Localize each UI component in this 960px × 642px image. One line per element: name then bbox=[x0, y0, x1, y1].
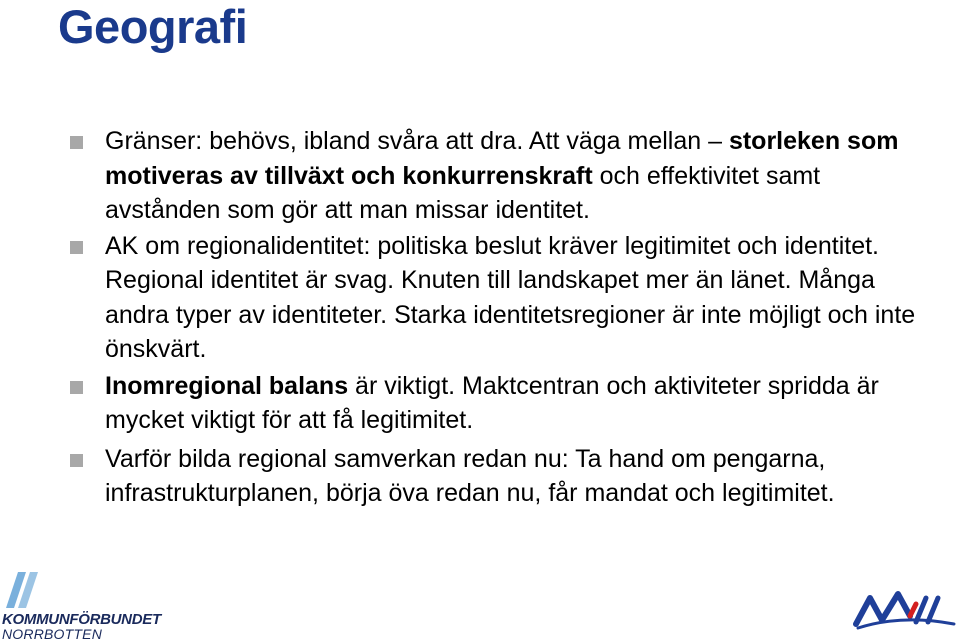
bullet-text-bold: storleken som motiveras av tillväxt och konkurrenskraft bbox=[105, 127, 899, 190]
logo-text-line2: NORRBOTTEN bbox=[2, 626, 102, 642]
stripes-logo-icon bbox=[4, 570, 44, 610]
square-bullet-icon bbox=[70, 454, 83, 467]
square-bullet-icon bbox=[70, 136, 83, 149]
logo-text-line1: KOMMUNFÖRBUNDET bbox=[2, 611, 161, 628]
bullet-text-post: och effektivitet samt avstånden som gör att man missar identitet. bbox=[105, 161, 821, 224]
norrbotten-logo-icon bbox=[852, 584, 958, 632]
bullet-item bbox=[70, 124, 920, 228]
kommunforbundet-logo bbox=[0, 570, 180, 641]
bullet-item bbox=[70, 369, 920, 438]
slide-title: Geografi bbox=[58, 0, 248, 53]
bullet-text-pre: Gränser: behövs, ibland svåra att dra. Att väga mellan – bbox=[105, 127, 729, 155]
bullet-text-bold: Inomregional balans bbox=[105, 371, 349, 400]
bullet-text-pre: AK om regionalidentitet: politiska beslut kräver legitimitet och identitet. Regional identitet är svag. Knuten till landskapet mer än länet. Många andra typer av identiteter. Starka identitetsregioner är inte möjligt och inte önskvärt. bbox=[105, 231, 916, 363]
bullet-list bbox=[70, 124, 920, 511]
bullet-text-pre: Varför bilda regional samverkan redan nu: Ta hand om pengarna, infrastrukturplanen, börja öva redan nu, får mandat och legitimitet. bbox=[105, 444, 835, 507]
bullet-text-post: är viktigt. Maktcentran och aktiviteter spridda är mycket viktigt för att få legitimitet. bbox=[105, 371, 879, 434]
square-bullet-icon bbox=[70, 381, 83, 394]
square-bullet-icon bbox=[70, 241, 83, 254]
bullet-item bbox=[70, 442, 920, 511]
bullet-item bbox=[70, 229, 920, 367]
